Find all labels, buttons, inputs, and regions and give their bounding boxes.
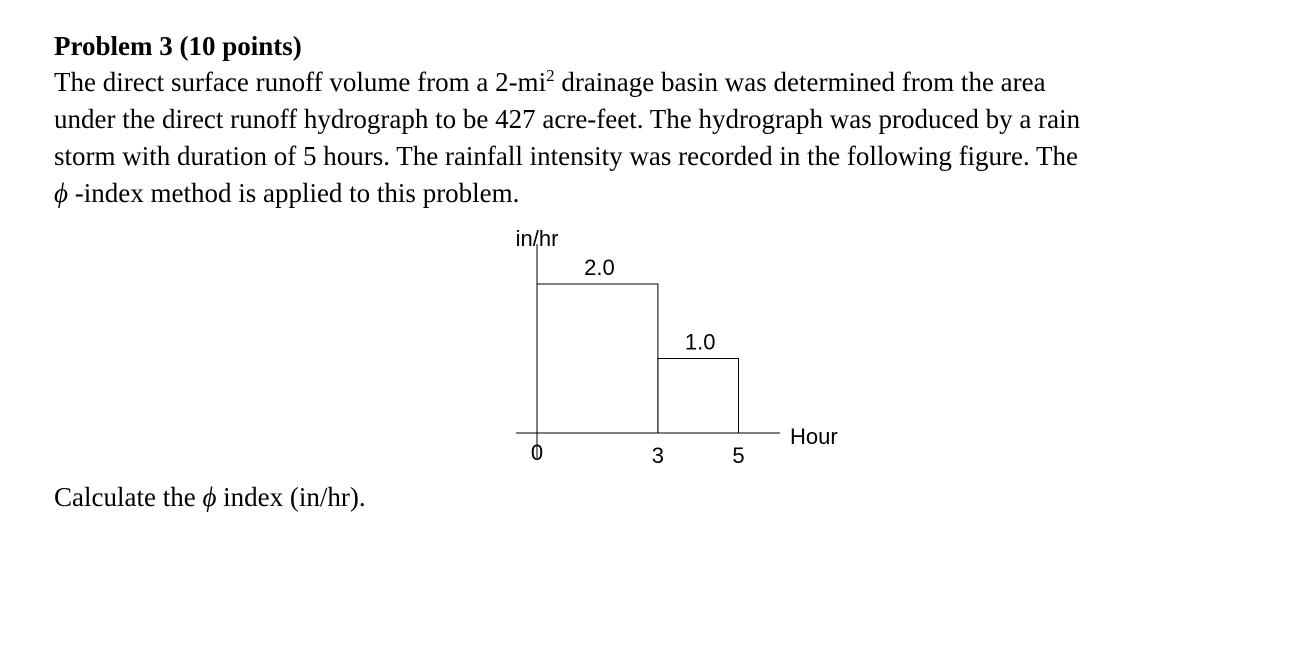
- line-4-text: -index method is applied to this problem.: [67, 178, 520, 208]
- bar-value-label-1: 2.0: [584, 255, 615, 280]
- question-phi-symbol: ϕ: [202, 482, 217, 512]
- x-axis-label: Hour: [790, 424, 838, 449]
- question-text: [54, 479, 366, 516]
- squared-superscript: 2: [546, 66, 555, 85]
- line-1-text-end: drainage basin was determined from the area: [554, 67, 1046, 97]
- y-axis-label: in/hr: [515, 226, 559, 251]
- x-tick-label-3: 3: [651, 443, 665, 468]
- problem-line-2: under the direct runoff hydrograph to be 427 acre-feet. The hydrograph was produced by a rain: [54, 104, 1081, 134]
- phi-symbol: ϕ: [54, 178, 68, 208]
- problem-line-3: storm with duration of 5 hours. The rainfall intensity was recorded in the following figure. The: [54, 141, 1079, 171]
- rainfall-bar-2: [658, 359, 739, 434]
- x-tick-label-0: 0: [530, 440, 544, 465]
- rainfall-bar-1: [537, 284, 658, 433]
- question-start: Calculate the: [54, 482, 203, 512]
- question-end: index (in/hr).: [216, 482, 366, 512]
- bar-value-label-2: 1.0: [684, 329, 716, 355]
- line-1-text: The direct surface runoff volume from a 2-mi: [54, 67, 547, 97]
- problem-title: Problem 3 (10 points): [54, 31, 302, 61]
- x-tick-label-5: 5: [732, 443, 745, 468]
